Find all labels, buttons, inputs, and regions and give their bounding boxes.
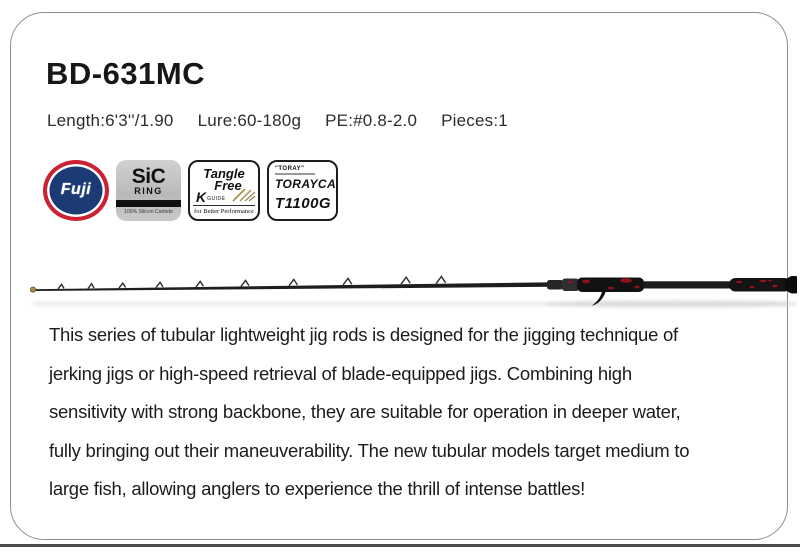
spec-length: Length:6'3''/1.90 xyxy=(47,111,174,130)
rod-image xyxy=(25,265,797,315)
tangle-word2: Free xyxy=(214,177,242,193)
fore-grip xyxy=(547,280,563,290)
sic-ring-badge xyxy=(116,160,181,221)
fuji-logo xyxy=(43,160,109,221)
butt-grip xyxy=(729,278,791,292)
bottom-divider xyxy=(0,544,800,547)
handle-shadow xyxy=(545,300,797,308)
reel-seat-nut xyxy=(562,279,579,292)
spec-pieces: Pieces:1 xyxy=(441,111,508,130)
spec-lure: Lure:60-180g xyxy=(197,111,302,130)
tangle-free-badge xyxy=(188,160,260,221)
sic-badge-band xyxy=(116,200,181,207)
fuji-logo-text: Fuji xyxy=(60,181,92,198)
tangle-caption: for Better Performance xyxy=(193,205,255,215)
spec-line xyxy=(47,111,508,131)
feature-badges xyxy=(43,159,338,221)
toray-tagline-bar xyxy=(275,173,315,175)
sic-badge-caption: 100% Silicon Carbide xyxy=(124,208,173,215)
description-line: This series of tubular lightweight jig rods is designed for the jigging technique of xyxy=(49,324,678,345)
sic-badge-title: SiC xyxy=(131,164,166,188)
sic-badge-subtitle: RING xyxy=(134,185,163,196)
product-description xyxy=(49,316,771,509)
product-card xyxy=(10,12,788,540)
guide-strokes-icon xyxy=(231,188,257,202)
torayca-model: T1100G xyxy=(275,195,332,212)
k-guide-sub: GUIDE xyxy=(207,195,226,202)
tangle-word1: Tangle xyxy=(203,165,245,181)
description-line: large fish, allowing anglers to experience the thrill of intense battles! xyxy=(49,478,586,499)
rear-blank xyxy=(643,281,733,288)
description-line: sensitivity with strong backbone, they are suitable for operation in deeper water, xyxy=(49,401,681,422)
description-line: fully bringing out their maneuverability. The new tubular models target medium to xyxy=(49,439,690,461)
rod-blank xyxy=(31,282,555,291)
reel-seat xyxy=(577,278,644,293)
torayca-badge xyxy=(267,160,338,221)
description-line: jerking jigs or high-speed retrieval of blade-equipped jigs. Combining high xyxy=(49,362,632,384)
tip-guide xyxy=(30,287,35,292)
spec-pe: PE:#0.8-2.0 xyxy=(325,111,418,130)
k-guide-letter: K xyxy=(196,188,207,205)
toray-brand: "TORAY" xyxy=(275,165,305,172)
product-title: BD-631MC xyxy=(46,56,206,91)
torayca-name: TORAYCA xyxy=(275,177,337,191)
